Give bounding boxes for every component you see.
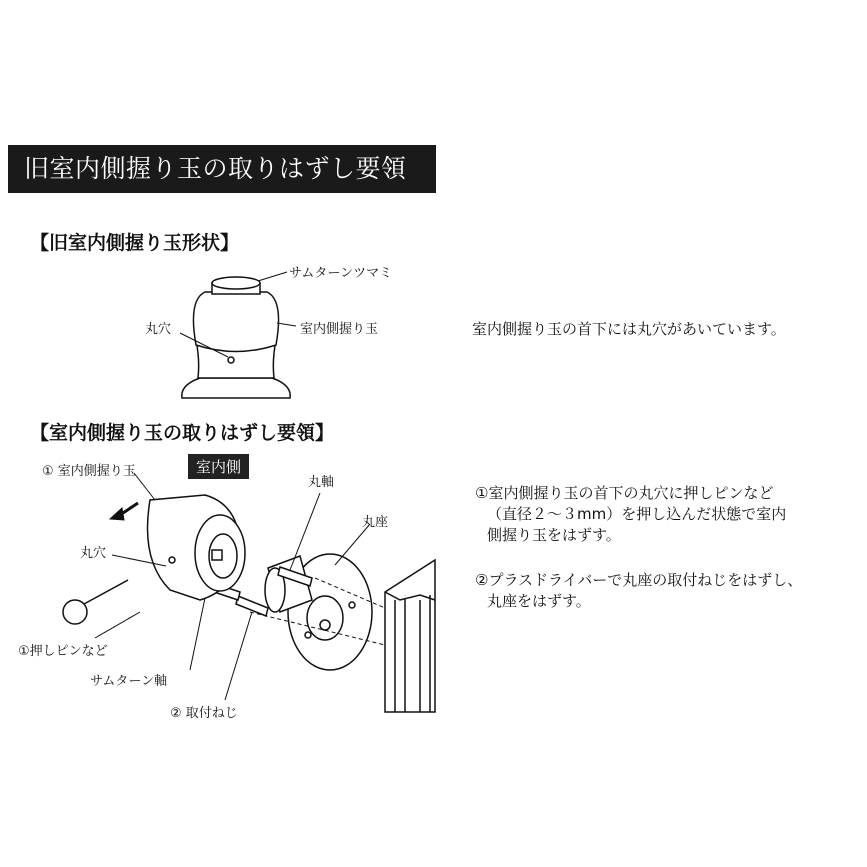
step2-line-2: 丸座をはずす。 [487,592,591,610]
door-frame [385,560,435,712]
step2-line-1: ②プラスドライバーで丸座の取付ねじをはずし、 [475,571,803,589]
label-removal-hole: 丸穴 [80,546,107,561]
label-inner-knob: 室内側握り玉 [300,322,379,337]
indoor-side-tag: 室内側 [188,454,249,479]
step1-line-2: （直径２～３mm）を押し込んだ状態で室内 [487,505,787,523]
push-pin-ring [63,600,87,624]
step1-line-1: ①室内側握り玉の首下の丸穴に押しピンなど [475,484,774,502]
label-thumbturn-shaft: サムターン軸 [90,674,168,689]
shape-description: 室内側握り玉の首下には丸穴があいています。 [472,320,786,338]
label-round-shaft: 丸軸 [308,475,335,490]
step1-line-3: 側握り玉をはずす。 [487,526,621,544]
label-round-seat: 丸座 [362,515,389,530]
label-removal-knob: ① 室内側握り玉 [42,464,136,479]
label-thumbturn-knob: サムターンツマミ [289,266,393,281]
label-mounting-screw: ② 取付ねじ [170,706,238,721]
section-heading-shape: 【旧室内側握り玉形状】 [30,232,240,254]
section-heading-removal: 【室内側握り玉の取りはずし要領】 [30,422,335,444]
page-title: 旧室内側握り玉の取りはずし要領 [8,145,436,193]
label-hole: 丸穴 [145,322,172,337]
label-push-pin: ①押しピンなど [18,644,108,659]
